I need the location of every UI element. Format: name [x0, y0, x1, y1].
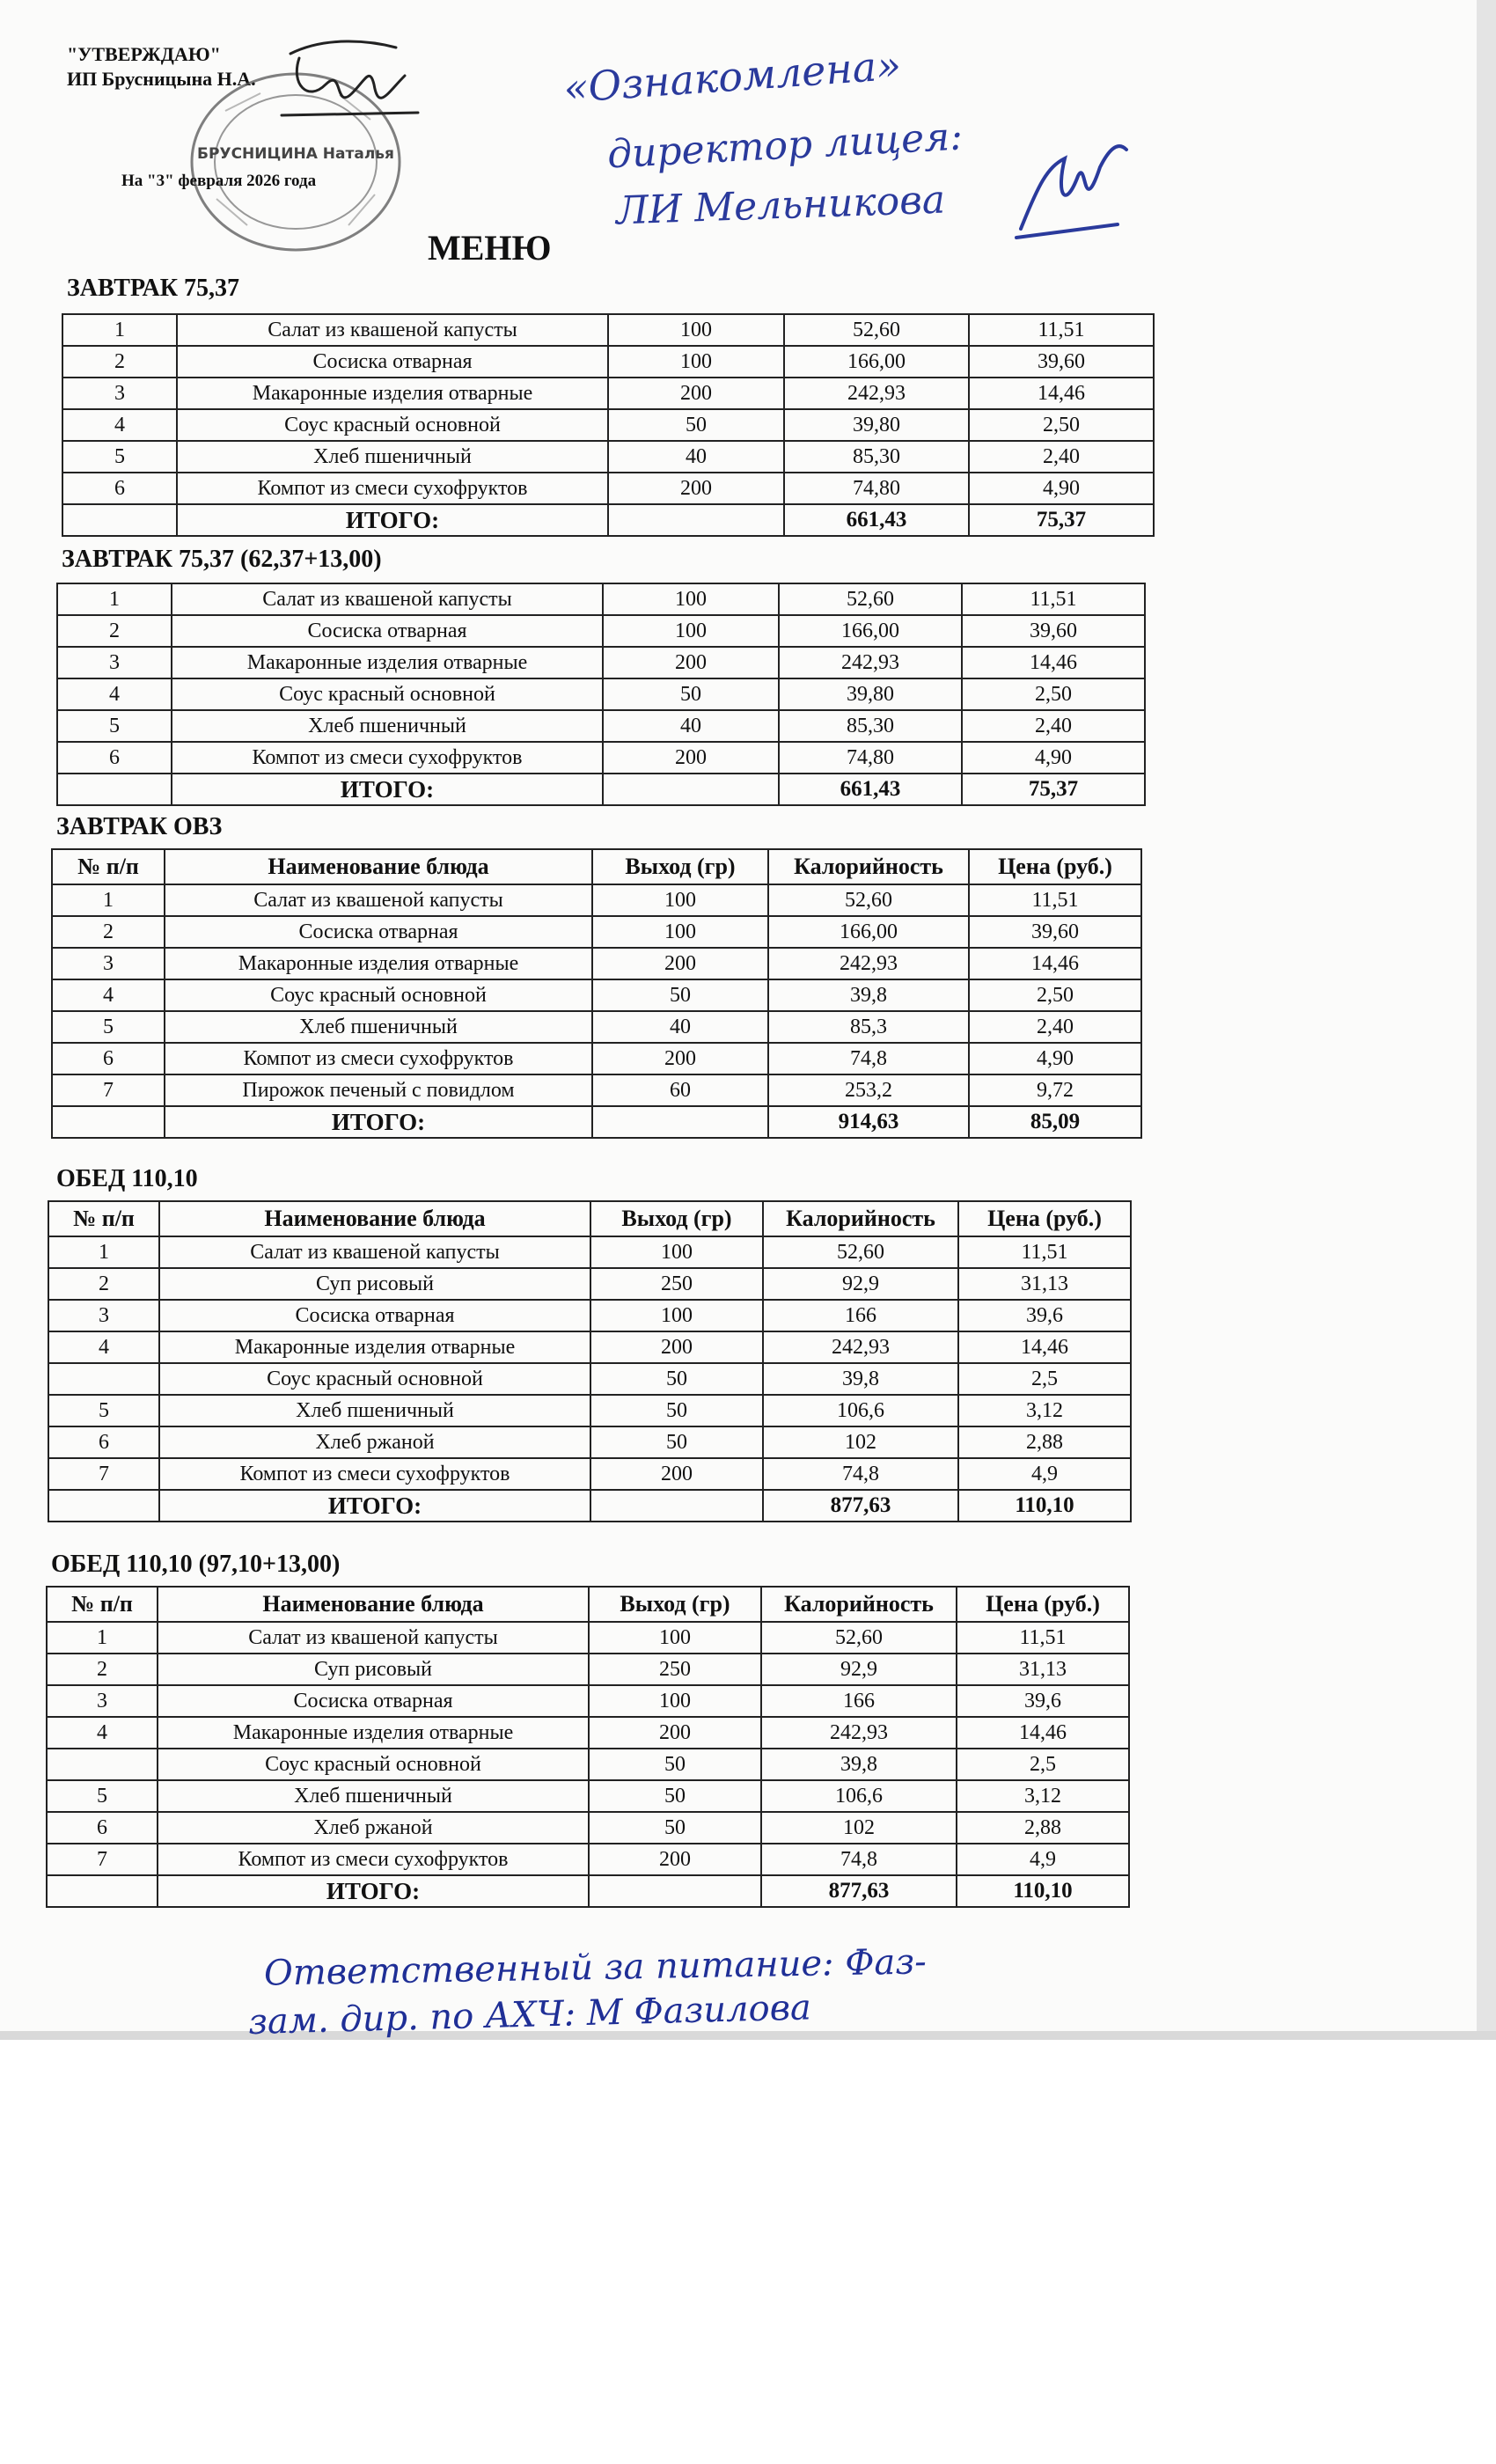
portion-grams: 200 — [608, 378, 784, 409]
total-empty-cell — [592, 1106, 768, 1138]
portion-grams: 100 — [590, 1236, 763, 1268]
column-header: № п/п — [47, 1587, 158, 1622]
portion-grams: 100 — [589, 1685, 761, 1717]
row-number: 7 — [48, 1458, 159, 1490]
row-number: 2 — [47, 1654, 158, 1685]
column-header: Цена (руб.) — [969, 849, 1141, 884]
approver-name: ИП Брусницына Н.А. — [67, 68, 256, 90]
portion-grams: 50 — [608, 409, 784, 441]
portion-grams: 50 — [589, 1812, 761, 1844]
portion-grams: 100 — [589, 1622, 761, 1654]
price: 14,46 — [958, 1331, 1131, 1363]
column-header: Наименование блюда — [158, 1587, 589, 1622]
row-number: 3 — [52, 948, 165, 979]
table-header-row — [47, 1587, 1129, 1622]
footer-note-line1: Ответственный за питание: Фаз- — [263, 1941, 928, 1994]
column-header: Выход (гр) — [592, 849, 768, 884]
total-empty-cell — [590, 1490, 763, 1522]
table-row — [48, 1395, 1131, 1426]
calories: 253,2 — [768, 1074, 969, 1106]
calories: 92,9 — [763, 1268, 958, 1300]
hand-note-line1: «Ознакомлена» — [561, 40, 903, 113]
table-row — [57, 583, 1145, 615]
price: 2,88 — [957, 1812, 1129, 1844]
calories: 52,60 — [784, 314, 969, 346]
price: 11,51 — [957, 1622, 1129, 1654]
table-row — [62, 409, 1154, 441]
table-row — [52, 884, 1141, 916]
dish-name: Суп рисовый — [159, 1268, 590, 1300]
price: 39,60 — [969, 916, 1141, 948]
table-row — [47, 1749, 1129, 1780]
calories: 242,93 — [761, 1717, 957, 1749]
total-empty-cell — [589, 1875, 761, 1907]
dish-name: Компот из смеси сухофруктов — [177, 473, 608, 504]
row-number: 6 — [57, 742, 172, 774]
calories: 166,00 — [768, 916, 969, 948]
column-header: Цена (руб.) — [957, 1587, 1129, 1622]
dish-name: Суп рисовый — [158, 1654, 589, 1685]
price: 14,46 — [969, 378, 1154, 409]
price: 4,90 — [969, 1043, 1141, 1074]
total-row — [57, 774, 1145, 805]
dish-name: Соус красный основной — [165, 979, 592, 1011]
row-number: 2 — [52, 916, 165, 948]
table-row — [57, 647, 1145, 678]
calories: 74,8 — [768, 1043, 969, 1074]
section-title-breakfast: ЗАВТРАК 75,37 — [67, 275, 240, 302]
price: 11,51 — [969, 314, 1154, 346]
dish-name: Сосиска отварная — [158, 1685, 589, 1717]
table-row — [52, 916, 1141, 948]
dish-name: Салат из квашеной капусты — [165, 884, 592, 916]
menu-table-breakfast — [62, 313, 1155, 537]
row-number: 2 — [62, 346, 177, 378]
row-number: 4 — [48, 1331, 159, 1363]
total-row — [47, 1875, 1129, 1907]
row-number: 5 — [48, 1395, 159, 1426]
dish-name: Салат из квашеной капусты — [159, 1236, 590, 1268]
calories: 74,80 — [779, 742, 962, 774]
table-row — [48, 1363, 1131, 1395]
price: 11,51 — [969, 884, 1141, 916]
calories: 166,00 — [784, 346, 969, 378]
table-row — [62, 441, 1154, 473]
total-price: 110,10 — [958, 1490, 1131, 1522]
total-label: ИТОГО: — [165, 1106, 592, 1138]
table-row — [52, 1043, 1141, 1074]
table-row — [48, 1331, 1131, 1363]
dish-name: Макаронные изделия отварные — [172, 647, 603, 678]
scan-edge — [1477, 0, 1496, 2040]
portion-grams: 250 — [589, 1654, 761, 1685]
row-number — [47, 1749, 158, 1780]
portion-grams: 200 — [592, 1043, 768, 1074]
menu-table-lunch — [48, 1200, 1132, 1522]
price: 2,50 — [969, 979, 1141, 1011]
calories: 85,3 — [768, 1011, 969, 1043]
total-empty-cell — [47, 1875, 158, 1907]
price: 39,60 — [969, 346, 1154, 378]
portion-grams: 100 — [592, 884, 768, 916]
table-row — [57, 742, 1145, 774]
menu-table-breakfast-split — [56, 583, 1146, 806]
dish-name: Салат из квашеной капусты — [158, 1622, 589, 1654]
total-row — [48, 1490, 1131, 1522]
dish-name: Хлеб пшеничный — [159, 1395, 590, 1426]
approval-date: На "3" февраля 2026 года — [121, 172, 317, 190]
table-row — [62, 378, 1154, 409]
dish-name: Соус красный основной — [172, 678, 603, 710]
row-number: 1 — [52, 884, 165, 916]
portion-grams: 200 — [603, 647, 779, 678]
price: 14,46 — [969, 948, 1141, 979]
price: 11,51 — [958, 1236, 1131, 1268]
calories: 39,8 — [768, 979, 969, 1011]
calories: 85,30 — [779, 710, 962, 742]
row-number: 4 — [47, 1717, 158, 1749]
total-label: ИТОГО: — [158, 1875, 589, 1907]
calories: 102 — [763, 1426, 958, 1458]
portion-grams: 40 — [592, 1011, 768, 1043]
column-header: Калорийность — [763, 1201, 958, 1236]
dish-name: Компот из смеси сухофруктов — [159, 1458, 590, 1490]
portion-grams: 200 — [603, 742, 779, 774]
dish-name: Макаронные изделия отварные — [165, 948, 592, 979]
price: 2,5 — [958, 1363, 1131, 1395]
total-calories: 914,63 — [768, 1106, 969, 1138]
approve-label: "УТВЕРЖДАЮ" — [67, 43, 221, 65]
calories: 39,80 — [779, 678, 962, 710]
total-price: 75,37 — [969, 504, 1154, 536]
menu-table-breakfast-ovz — [51, 848, 1142, 1139]
total-row — [52, 1106, 1141, 1138]
total-empty-cell — [52, 1106, 165, 1138]
dish-name: Хлеб пшеничный — [165, 1011, 592, 1043]
calories: 39,80 — [784, 409, 969, 441]
table-row — [48, 1300, 1131, 1331]
footer-note-line2: зам. дир. по АХЧ: М Фазилова — [247, 1987, 812, 2043]
row-number: 2 — [48, 1268, 159, 1300]
table-row — [52, 1011, 1141, 1043]
portion-grams: 40 — [603, 710, 779, 742]
row-number: 1 — [47, 1622, 158, 1654]
director-signature — [1012, 132, 1135, 246]
table-row — [48, 1458, 1131, 1490]
price: 2,50 — [969, 409, 1154, 441]
price: 4,9 — [958, 1458, 1131, 1490]
table-row — [47, 1812, 1129, 1844]
portion-grams: 60 — [592, 1074, 768, 1106]
row-number: 5 — [57, 710, 172, 742]
section-title-breakfast-ovz: ЗАВТРАК ОВЗ — [56, 813, 223, 840]
portion-grams: 100 — [608, 346, 784, 378]
price: 39,6 — [958, 1300, 1131, 1331]
row-number: 3 — [47, 1685, 158, 1717]
price: 2,40 — [969, 1011, 1141, 1043]
hand-note-line2: директор лицея: — [605, 114, 964, 178]
table-row — [57, 678, 1145, 710]
price: 3,12 — [958, 1395, 1131, 1426]
dish-name: Пирожок печеный с повидлом — [165, 1074, 592, 1106]
table-row — [47, 1844, 1129, 1875]
row-number: 5 — [52, 1011, 165, 1043]
total-empty-cell — [48, 1490, 159, 1522]
calories: 39,8 — [763, 1363, 958, 1395]
calories: 242,93 — [784, 378, 969, 409]
price: 4,90 — [962, 742, 1145, 774]
section-title-lunch: ОБЕД 110,10 — [56, 1165, 198, 1192]
portion-grams: 250 — [590, 1268, 763, 1300]
row-number: 5 — [62, 441, 177, 473]
dish-name: Компот из смеси сухофруктов — [158, 1844, 589, 1875]
total-row — [62, 504, 1154, 536]
column-header: Наименование блюда — [159, 1201, 590, 1236]
table-row — [52, 1074, 1141, 1106]
approver-signature — [264, 32, 431, 128]
row-number: 4 — [52, 979, 165, 1011]
portion-grams: 50 — [589, 1749, 761, 1780]
column-header: Выход (гр) — [590, 1201, 763, 1236]
total-price: 110,10 — [957, 1875, 1129, 1907]
section-title-breakfast-split: ЗАВТРАК 75,37 (62,37+13,00) — [62, 546, 382, 573]
table-row — [57, 710, 1145, 742]
column-header: Калорийность — [761, 1587, 957, 1622]
table-row — [47, 1685, 1129, 1717]
row-number: 6 — [52, 1043, 165, 1074]
column-header: Цена (руб.) — [958, 1201, 1131, 1236]
total-empty-cell — [608, 504, 784, 536]
table-row — [48, 1236, 1131, 1268]
total-calories: 661,43 — [779, 774, 962, 805]
portion-grams: 200 — [592, 948, 768, 979]
column-header: Выход (гр) — [589, 1587, 761, 1622]
row-number — [48, 1363, 159, 1395]
dish-name: Макаронные изделия отварные — [177, 378, 608, 409]
price: 11,51 — [962, 583, 1145, 615]
row-number: 6 — [48, 1426, 159, 1458]
calories: 74,8 — [763, 1458, 958, 1490]
price: 39,60 — [962, 615, 1145, 647]
calories: 52,60 — [761, 1622, 957, 1654]
total-empty-cell — [57, 774, 172, 805]
column-header: Наименование блюда — [165, 849, 592, 884]
hand-note-line3: ЛИ Мельникова — [615, 177, 946, 234]
table-row — [48, 1268, 1131, 1300]
row-number: 3 — [57, 647, 172, 678]
calories: 92,9 — [761, 1654, 957, 1685]
calories: 102 — [761, 1812, 957, 1844]
price: 31,13 — [958, 1268, 1131, 1300]
table-row — [62, 314, 1154, 346]
calories: 242,93 — [763, 1331, 958, 1363]
price: 3,12 — [957, 1780, 1129, 1812]
row-number: 1 — [57, 583, 172, 615]
table-row — [62, 346, 1154, 378]
table-row — [62, 473, 1154, 504]
price: 14,46 — [962, 647, 1145, 678]
dish-name: Сосиска отварная — [177, 346, 608, 378]
portion-grams: 200 — [608, 473, 784, 504]
dish-name: Хлеб пшеничный — [177, 441, 608, 473]
price: 4,90 — [969, 473, 1154, 504]
total-label: ИТОГО: — [177, 504, 608, 536]
portion-grams: 50 — [590, 1426, 763, 1458]
calories: 106,6 — [761, 1780, 957, 1812]
row-number: 6 — [62, 473, 177, 504]
dish-name: Сосиска отварная — [159, 1300, 590, 1331]
price: 2,5 — [957, 1749, 1129, 1780]
dish-name: Соус красный основной — [159, 1363, 590, 1395]
row-number: 3 — [62, 378, 177, 409]
total-price: 75,37 — [962, 774, 1145, 805]
total-calories: 661,43 — [784, 504, 969, 536]
row-number: 6 — [47, 1812, 158, 1844]
portion-grams: 50 — [590, 1395, 763, 1426]
stamp-text: БРУСНИЦИНА Наталья — [197, 145, 394, 163]
total-price: 85,09 — [969, 1106, 1141, 1138]
calories: 242,93 — [779, 647, 962, 678]
dish-name: Сосиска отварная — [165, 916, 592, 948]
portion-grams: 50 — [590, 1363, 763, 1395]
portion-grams: 50 — [592, 979, 768, 1011]
dish-name: Соус красный основной — [158, 1749, 589, 1780]
row-number: 4 — [57, 678, 172, 710]
portion-grams: 200 — [590, 1458, 763, 1490]
dish-name: Салат из квашеной капусты — [177, 314, 608, 346]
portion-grams: 200 — [590, 1331, 763, 1363]
portion-grams: 100 — [603, 615, 779, 647]
calories: 52,60 — [779, 583, 962, 615]
price: 39,6 — [957, 1685, 1129, 1717]
table-row — [57, 615, 1145, 647]
calories: 74,8 — [761, 1844, 957, 1875]
row-number: 3 — [48, 1300, 159, 1331]
total-calories: 877,63 — [763, 1490, 958, 1522]
row-number: 7 — [47, 1844, 158, 1875]
price: 14,46 — [957, 1717, 1129, 1749]
calories: 166,00 — [779, 615, 962, 647]
calories: 74,80 — [784, 473, 969, 504]
calories: 39,8 — [761, 1749, 957, 1780]
calories: 52,60 — [768, 884, 969, 916]
row-number: 1 — [62, 314, 177, 346]
price: 2,40 — [969, 441, 1154, 473]
table-row — [47, 1780, 1129, 1812]
dish-name: Макаронные изделия отварные — [158, 1717, 589, 1749]
portion-grams: 100 — [590, 1300, 763, 1331]
price: 31,13 — [957, 1654, 1129, 1685]
calories: 166 — [763, 1300, 958, 1331]
table-row — [47, 1622, 1129, 1654]
dish-name: Макаронные изделия отварные — [159, 1331, 590, 1363]
calories: 106,6 — [763, 1395, 958, 1426]
price: 2,40 — [962, 710, 1145, 742]
dish-name: Хлеб ржаной — [159, 1426, 590, 1458]
menu-table-lunch-split — [46, 1586, 1130, 1908]
total-label: ИТОГО: — [159, 1490, 590, 1522]
table-header-row — [52, 849, 1141, 884]
total-calories: 877,63 — [761, 1875, 957, 1907]
menu-title: МЕНЮ — [428, 228, 552, 268]
row-number: 2 — [57, 615, 172, 647]
table-row — [52, 979, 1141, 1011]
portion-grams: 100 — [592, 916, 768, 948]
dish-name: Компот из смеси сухофруктов — [172, 742, 603, 774]
price: 2,88 — [958, 1426, 1131, 1458]
table-row — [47, 1717, 1129, 1749]
column-header: № п/п — [48, 1201, 159, 1236]
portion-grams: 200 — [589, 1844, 761, 1875]
calories: 166 — [761, 1685, 957, 1717]
dish-name: Салат из квашеной капусты — [172, 583, 603, 615]
portion-grams: 50 — [603, 678, 779, 710]
price: 2,50 — [962, 678, 1145, 710]
total-empty-cell — [62, 504, 177, 536]
dish-name: Сосиска отварная — [172, 615, 603, 647]
dish-name: Хлеб пшеничный — [158, 1780, 589, 1812]
table-row — [47, 1654, 1129, 1685]
row-number: 1 — [48, 1236, 159, 1268]
handwritten-responsible-note — [247, 1941, 928, 2043]
portion-grams: 100 — [608, 314, 784, 346]
table-header-row — [48, 1201, 1131, 1236]
portion-grams: 100 — [603, 583, 779, 615]
portion-grams: 50 — [589, 1780, 761, 1812]
calories: 242,93 — [768, 948, 969, 979]
dish-name: Хлеб пшеничный — [172, 710, 603, 742]
dish-name: Хлеб ржаной — [158, 1812, 589, 1844]
row-number: 4 — [62, 409, 177, 441]
price: 9,72 — [969, 1074, 1141, 1106]
portion-grams: 40 — [608, 441, 784, 473]
row-number: 5 — [47, 1780, 158, 1812]
column-header: Калорийность — [768, 849, 969, 884]
table-row — [48, 1426, 1131, 1458]
dish-name: Соус красный основной — [177, 409, 608, 441]
total-empty-cell — [603, 774, 779, 805]
price: 4,9 — [957, 1844, 1129, 1875]
column-header: № п/п — [52, 849, 165, 884]
calories: 85,30 — [784, 441, 969, 473]
section-title-lunch-split: ОБЕД 110,10 (97,10+13,00) — [51, 1551, 341, 1578]
total-label: ИТОГО: — [172, 774, 603, 805]
calories: 52,60 — [763, 1236, 958, 1268]
table-row — [52, 948, 1141, 979]
row-number: 7 — [52, 1074, 165, 1106]
dish-name: Компот из смеси сухофруктов — [165, 1043, 592, 1074]
portion-grams: 200 — [589, 1717, 761, 1749]
